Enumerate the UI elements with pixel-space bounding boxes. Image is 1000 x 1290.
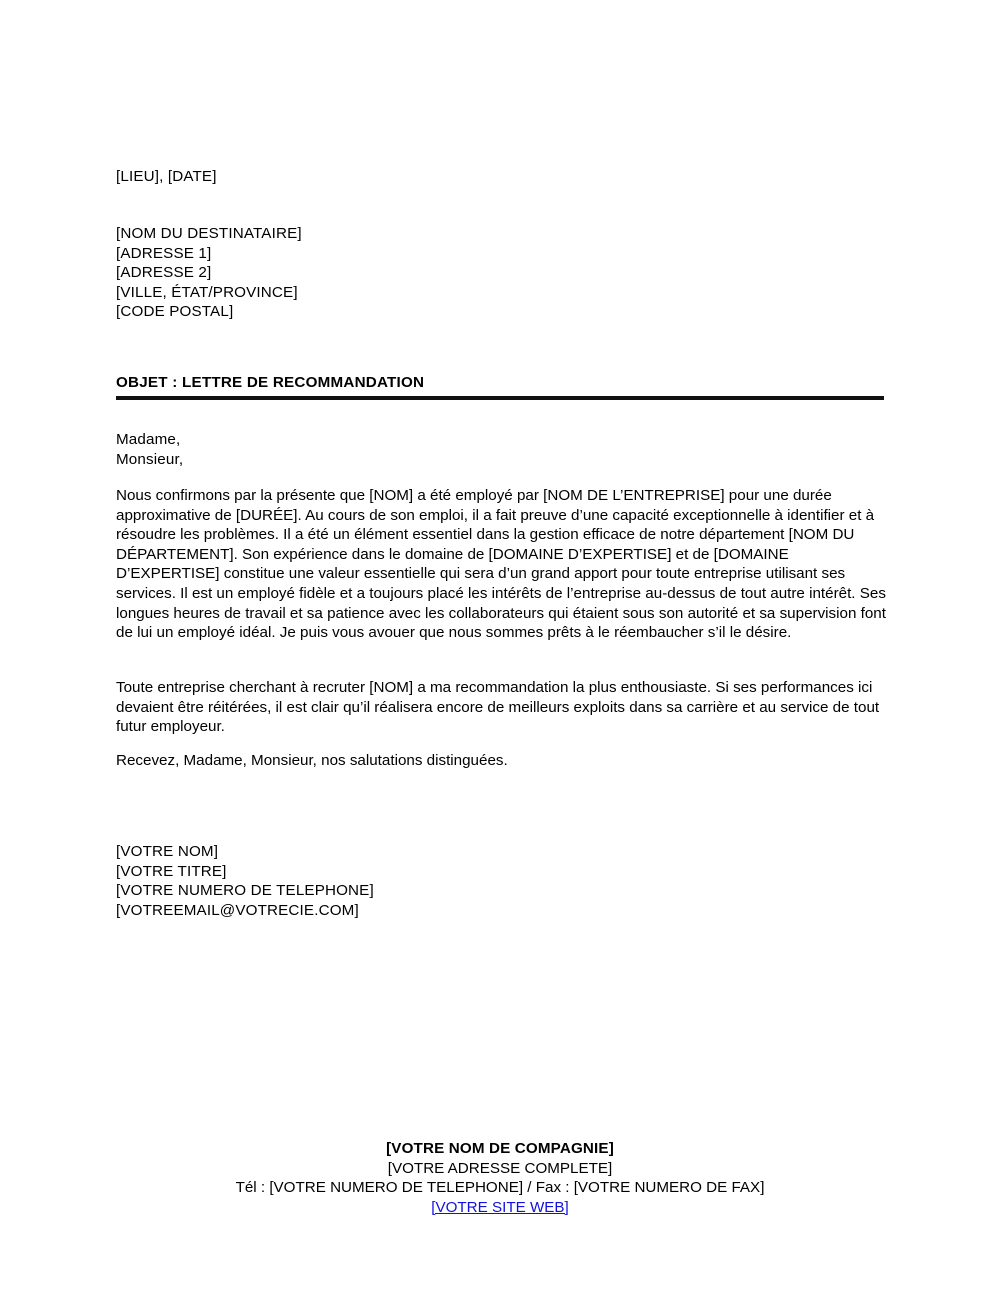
body-paragraph-2: Toute entreprise cherchant à recruter [NOM] a ma recommandation la plus enthousiaste. Si ses performances ici devaient être réitérées, il est clair qu’il réalisera encore de meilleurs exploits dans sa carrière et au service de tout futur employeur.: [116, 679, 880, 736]
recipient-name: [NOM DU DESTINATAIRE]: [116, 225, 302, 242]
page-footer: [0, 1139, 1000, 1217]
signature-title: [VOTRE TITRE]: [116, 862, 227, 880]
body-paragraph-1: Nous confirmons par la présente que [NOM] a été employé par [NOM DE L’ENTREPRISE] pour une durée approximative de [DURÉE]. Au cours de son emploi, il a fait preuve d’une capacité exceptionnelle à identifier et à résoudre les problèmes. Il a été un élément essentiel dans la gestion efficace de notre département [NOM DU DÉPARTEMENT]. Son expérience dans le domaine de [DOMAINE D’EXPERTISE] et de [DOMAINE D’EXPERTISE] constitue une valeur essentielle qui sera d’un grand apport pour toute entreprise utilisant ses services. Il est un employé fidèle et a toujours placé les intérêts de l’entreprise au-dessus de tout autre intérêt. Ses longues heures de travail et sa patience avec les collaborateurs qui étaient sous son autorité et sa supervision font de lui un employé idéal. Je puis vous avouer que nous sommes prêts à le réembaucher s’il le désire.: [116, 487, 886, 642]
recipient-address-block: [116, 224, 302, 322]
date-place-block: [116, 167, 217, 187]
salutation-block: [116, 430, 183, 469]
footer-company-name: [VOTRE NOM DE COMPAGNIE]: [386, 1140, 614, 1157]
body-closing-paragraph: Recevez, Madame, Monsieur, nos salutations distinguées.: [116, 752, 508, 769]
footer-website-link-wrapper: [0, 1198, 1000, 1218]
signature-block: [116, 842, 374, 920]
signature-email: [VOTREEMAIL@VOTRECIE.COM]: [116, 901, 359, 919]
recipient-postal-code: [CODE POSTAL]: [116, 303, 234, 321]
footer-address: [VOTRE ADRESSE COMPLETE]: [387, 1159, 613, 1177]
salutation-monsieur: Monsieur,: [116, 450, 184, 468]
recipient-address-2: [ADRESSE 2]: [116, 264, 212, 282]
recipient-city-state: [VILLE, ÉTAT/PROVINCE]: [116, 283, 298, 301]
signature-phone: [VOTRE NUMERO DE TELEPHONE]: [116, 882, 374, 900]
subject-divider: [116, 396, 884, 400]
date-place-line: [LIEU], [DATE]: [116, 168, 217, 185]
signature-name: [VOTRE NOM]: [116, 843, 219, 860]
subject-line: OBJET : LETTRE DE RECOMMANDATION: [116, 374, 425, 391]
recipient-address-1: [ADRESSE 1]: [116, 244, 212, 262]
footer-website-link[interactable]: [VOTRE SITE WEB]: [431, 1198, 569, 1216]
footer-contact: Tél : [VOTRE NUMERO DE TELEPHONE] / Fax : [VOTRE NUMERO DE FAX]: [235, 1179, 765, 1197]
salutation-madame: Madame,: [116, 431, 181, 448]
